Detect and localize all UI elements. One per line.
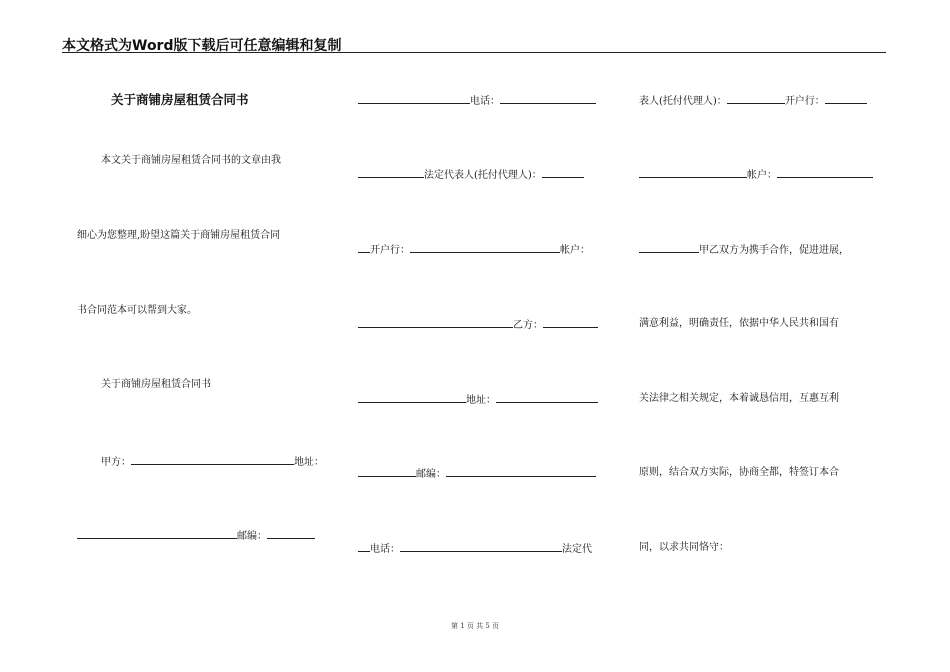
contract-title: 关于商铺房屋租赁合同书 (111, 92, 249, 107)
legal-rep-blank (542, 168, 584, 178)
bank-label: 开户行： (370, 245, 410, 256)
agreement-line-3: 关法律之相关规定，本着诚恳信用，互惠互利 (639, 393, 839, 404)
agreement-line-1 (639, 243, 849, 257)
postcode-b-blank (446, 467, 596, 477)
phone-blank (500, 94, 596, 104)
intro-line-2: 细心为您整理,盼望这篇关于商铺房屋租赁合同 (77, 230, 281, 241)
postcode-label: 邮编： (237, 531, 267, 542)
account-c-label: 帐户： (747, 170, 777, 181)
party-a-line (101, 455, 324, 469)
party-b-line (358, 318, 598, 332)
postcode-line (77, 529, 315, 543)
page-footer: 第 1 页 共 5 页 (450, 622, 500, 630)
account-c-blank (777, 168, 873, 178)
rep-bank-line (639, 94, 867, 108)
party-b-label: 乙方： (513, 320, 543, 331)
party-a-blank (131, 455, 294, 465)
agreement-prefix-blank (639, 243, 699, 253)
postcode-b-label: 邮编： (416, 469, 446, 480)
phone-label: 电话： (470, 96, 500, 107)
account-c-line (639, 168, 873, 182)
bank-c-label: 开户行： (784, 96, 825, 107)
document-header: 本文格式为Word版下载后可任意编辑和复制 (62, 38, 342, 54)
phone-line (358, 94, 596, 108)
postcode-b-prefix-blank (358, 467, 416, 477)
postcode-blank (267, 529, 315, 539)
agreement-line-4: 原则，结合双方实际，协商全都，特签订本合 (639, 467, 839, 478)
bank-blank (410, 243, 560, 253)
legal-rep-b-label: 法定代 (562, 544, 592, 555)
address-b-blank (496, 393, 598, 403)
address-blank (77, 529, 237, 539)
party-a-label: 甲方： (101, 457, 131, 468)
bank-prefix-blank (358, 243, 370, 253)
phone-prefix-blank (358, 94, 470, 104)
address-b-label: 地址： (466, 395, 496, 406)
bank-line (358, 243, 590, 257)
intro-line-1: 本文关于商铺房屋租赁合同书的文章由我 (101, 155, 281, 166)
address-b-line (358, 393, 598, 407)
agreement-line-2: 满意利益，明确责任，依据中华人民共和国有 (639, 318, 839, 329)
rep-blank (727, 94, 785, 104)
party-b-blank (543, 318, 598, 328)
agreement-line-5: 同，以求共同恪守： (639, 542, 729, 553)
bank-c-blank (825, 94, 867, 104)
account-c-prefix-blank (639, 168, 747, 178)
phone-b-blank (400, 542, 562, 552)
rep-label: 表人(托付代理人)： (639, 96, 727, 107)
address-label: 地址： (294, 457, 324, 468)
address-b-prefix-blank (358, 393, 466, 403)
intro-line-3: 书合同范本可以帮到大家。 (77, 305, 197, 316)
legal-rep-line (358, 168, 584, 182)
legal-rep-prefix-blank (358, 168, 424, 178)
agreement-text-1: 甲乙双方为携手合作，促进进展， (699, 245, 849, 256)
legal-rep-label: 法定代表人(托付代理人)： (424, 170, 542, 181)
party-b-prefix-blank (358, 318, 513, 328)
phone-b-prefix-blank (358, 542, 370, 552)
phone-b-label: 电话： (370, 544, 400, 555)
header-divider (62, 52, 886, 53)
account-label: 帐户： (560, 245, 590, 256)
postcode-b-line (358, 467, 596, 481)
subtitle: 关于商铺房屋租赁合同书 (101, 379, 211, 390)
phone-b-line (358, 542, 592, 556)
